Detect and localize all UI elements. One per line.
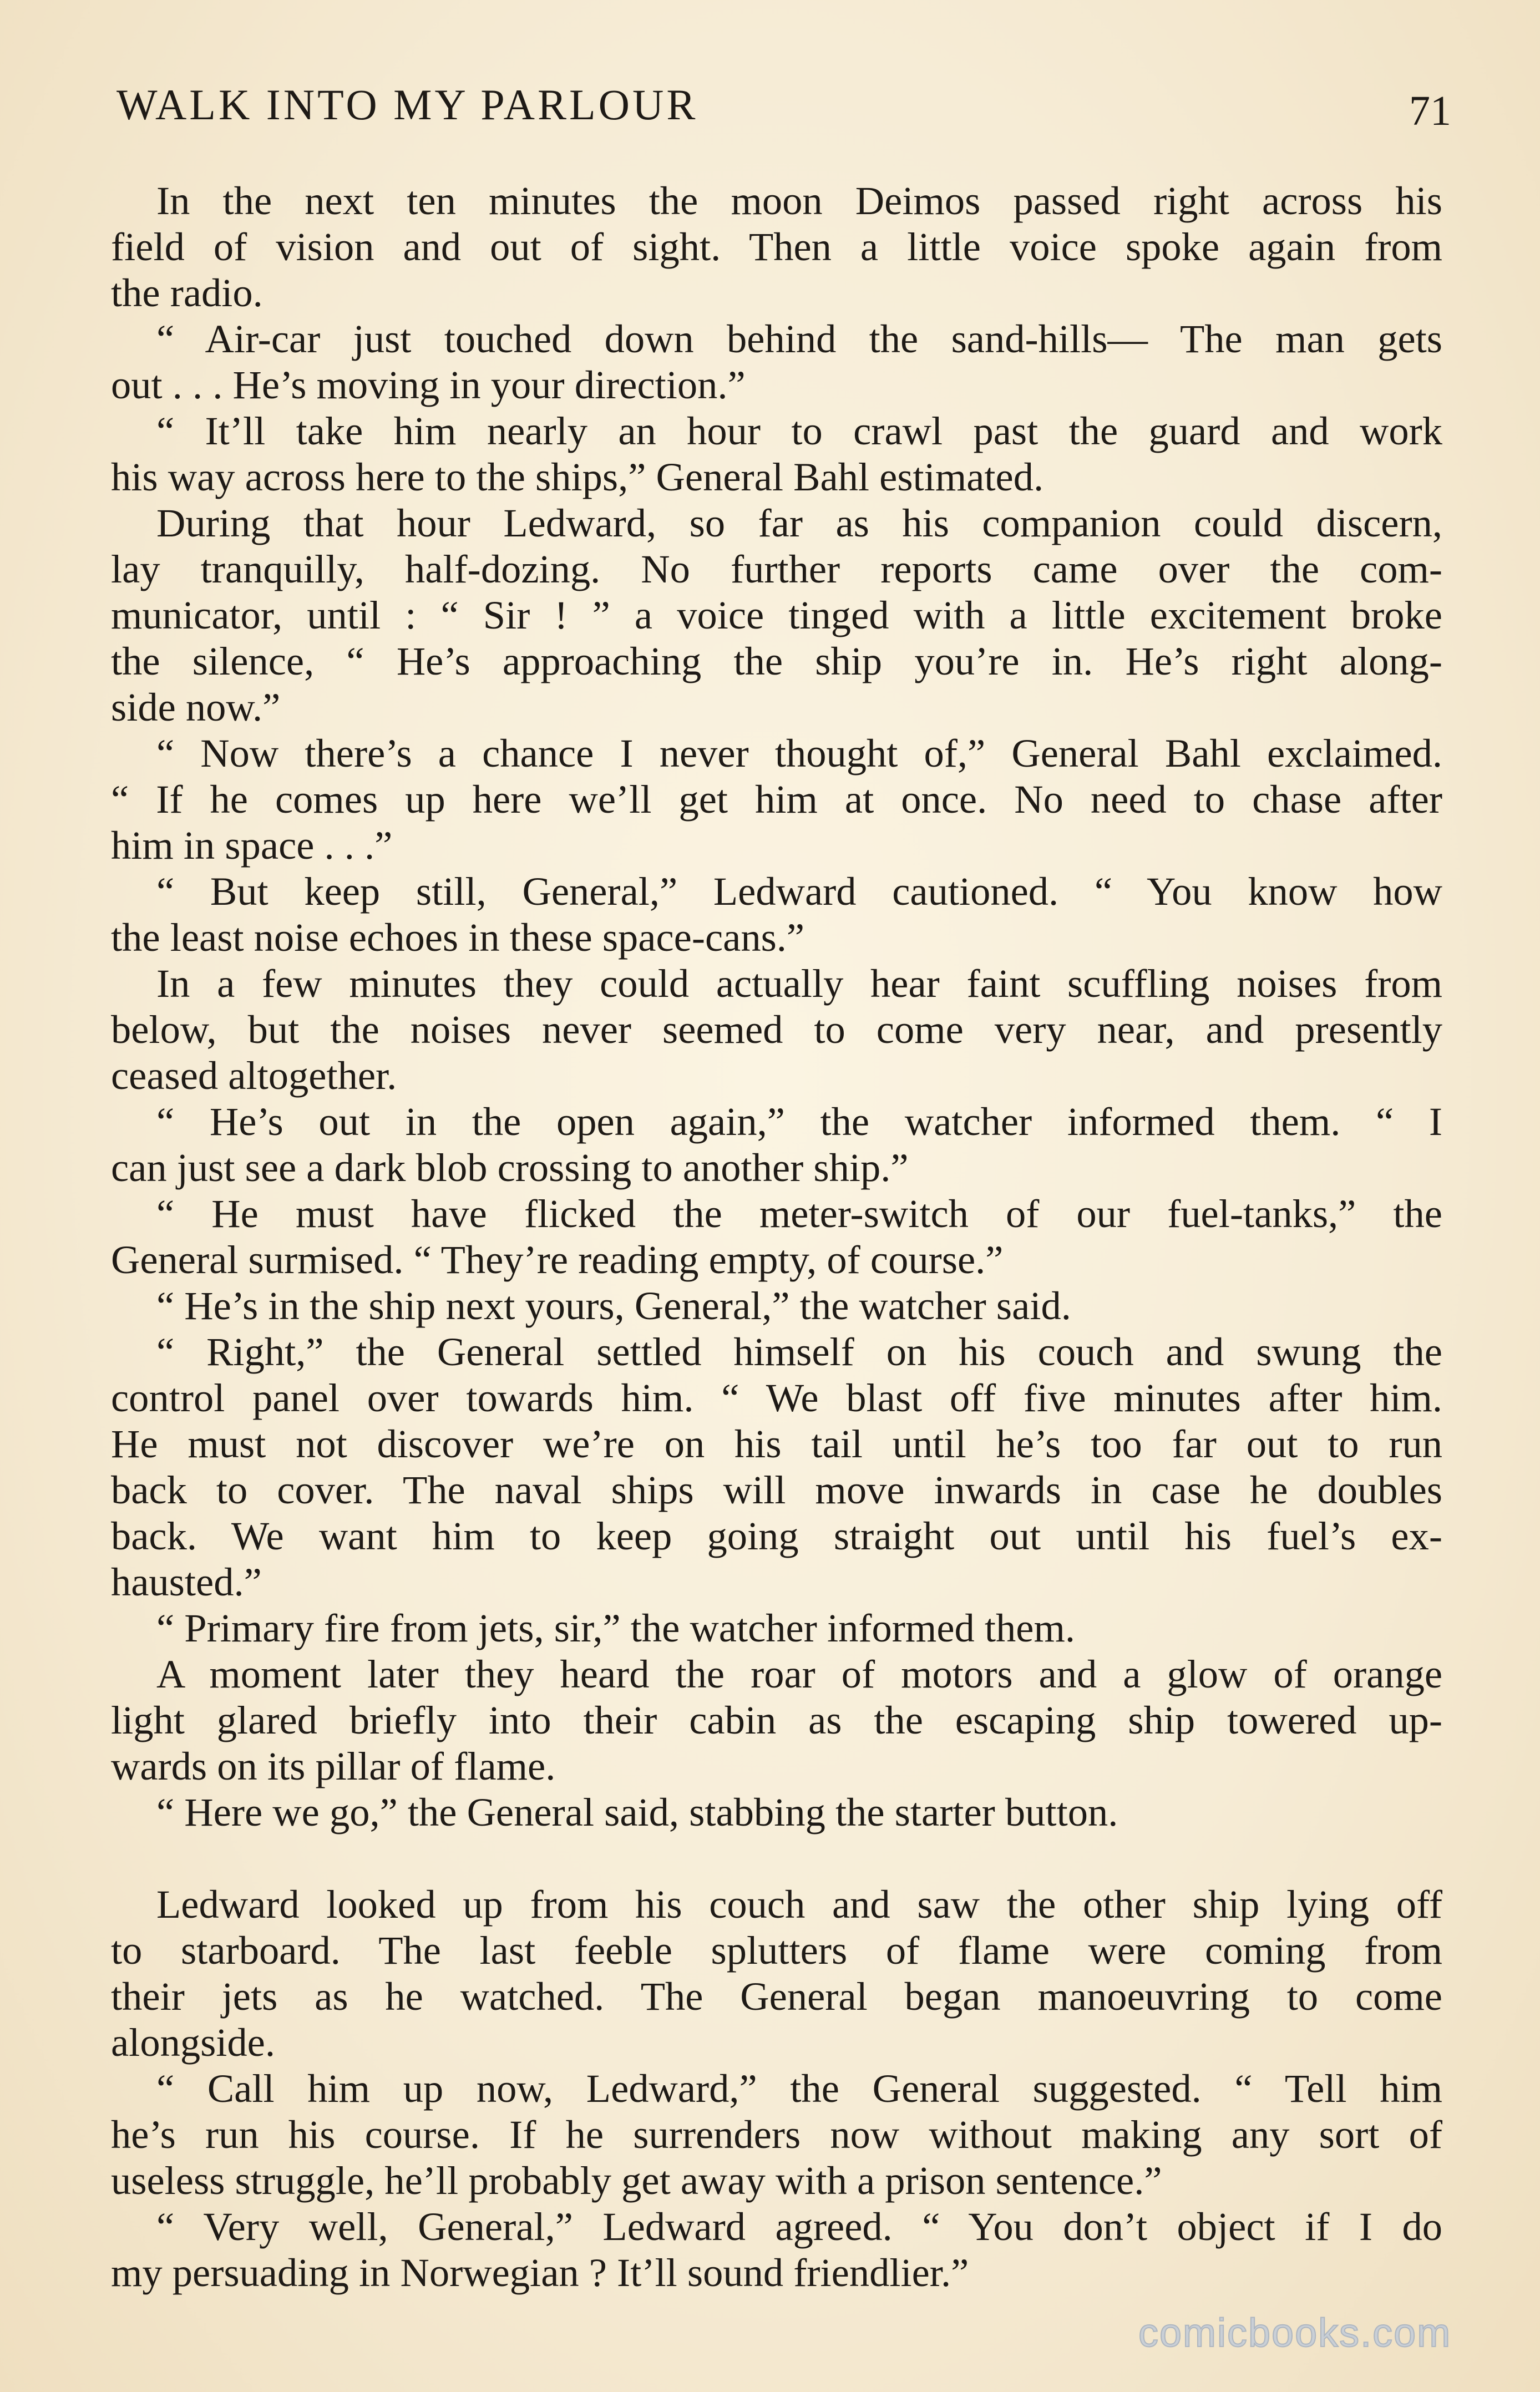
text-line: his way across here to the ships,” General Bahl estimated. [111, 454, 1044, 499]
text-line: “ Primary fire from jets, sir,” the watcher informed them. [156, 1605, 1075, 1650]
text-line: “ Very well, General,” Ledward agreed. “ You don’t object if I do [156, 2204, 1442, 2249]
text-line: the silence, “ He’s approaching the ship you’re in. He’s right along- [111, 638, 1442, 683]
text-line: “ But keep still, General,” Ledward cautioned. “ You know how [156, 869, 1442, 914]
text-line: their jets as he watched. The General began manoeuvring to come [111, 1974, 1442, 2019]
section-break [111, 1835, 1442, 1881]
text-line: can just see a dark blob crossing to another ship.” [111, 1145, 909, 1190]
text-line: he’s run his course. If he surrenders now without making any sort of [111, 2112, 1442, 2157]
text-line: “ It’ll take him nearly an hour to crawl past the guard and work [156, 408, 1442, 453]
text-line: hausted.” [111, 1559, 262, 1604]
text-line: him in space . . .” [111, 823, 393, 868]
text-line: below, but the noises never seemed to come very near, and presently [111, 1007, 1442, 1052]
text-line: “ Air-car just touched down behind the sand-hills— The man gets [156, 316, 1442, 361]
text-line: “ Now there’s a chance I never thought of,” General Bahl exclaimed. [156, 731, 1442, 776]
text-line: out . . . He’s moving in your direction.” [111, 362, 746, 407]
text-line: “ He’s out in the open again,” the watcher informed them. “ I [156, 1099, 1442, 1144]
text-line: “ Here we go,” the General said, stabbing the starter button. [156, 1790, 1118, 1834]
text-line: In the next ten minutes the moon Deimos passed right across his [156, 178, 1442, 223]
text-line: the least noise echoes in these space-cans.” [111, 915, 805, 960]
text-line: “ He’s in the ship next yours, General,” the watcher said. [156, 1283, 1071, 1328]
text-line: Ledward looked up from his couch and saw the other ship lying off [156, 1882, 1442, 1927]
watermark-logo: comicbooks.com [1138, 2311, 1452, 2355]
text-line: “ He must have flicked the meter-switch of our fuel-tanks,” the [156, 1191, 1442, 1236]
text-line: useless struggle, he’ll probably get away with a prison sentence.” [111, 2158, 1162, 2203]
text-line: lay tranquilly, half-dozing. No further reports came over the com- [111, 546, 1442, 591]
text-line: back. We want him to keep going straight out until his fuel’s ex- [111, 1513, 1442, 1558]
text-line: “ Right,” the General settled himself on his couch and swung the [156, 1329, 1442, 1374]
text-line: alongside. [111, 2020, 275, 2065]
text-line: my persuading in Norwegian ? It’ll sound friendlier.” [111, 2250, 969, 2295]
text-line: the radio. [111, 270, 263, 315]
text-line: A moment later they heard the roar of motors and a glow of orange [156, 1651, 1442, 1696]
text-line: light glared briefly into their cabin as the escaping ship towered up- [111, 1697, 1442, 1742]
text-line: back to cover. The naval ships will move inwards in case he doubles [111, 1467, 1442, 1512]
text-line: field of vision and out of sight. Then a little voice spoke again from [111, 224, 1442, 269]
text-line: side now.” [111, 685, 281, 729]
text-line: He must not discover we’re on his tail until he’s too far out to run [111, 1421, 1442, 1466]
text-line: General surmised. “ They’re reading empty, of course.” [111, 1237, 1004, 1282]
text-line: to starboard. The last feeble splutters of flame were coming from [111, 1928, 1442, 1973]
body-text [111, 178, 1442, 2295]
text-line: “ If he comes up here we’ll get him at once. No need to chase after [111, 777, 1442, 822]
page-number: 71 [1409, 88, 1451, 134]
text-line: municator, until : “ Sir ! ” a voice tinged with a little excitement broke [111, 592, 1442, 637]
text-line: “ Call him up now, Ledward,” the General suggested. “ Tell him [156, 2066, 1442, 2111]
text-line: control panel over towards him. “ We blast off five minutes after him. [111, 1375, 1442, 1420]
text-line: ceased altogether. [111, 1053, 397, 1098]
running-title: WALK INTO MY PARLOUR [116, 80, 698, 129]
text-line: In a few minutes they could actually hear faint scuffling noises from [156, 961, 1442, 1006]
text-line: During that hour Ledward, so far as his companion could discern, [156, 500, 1442, 545]
text-line: wards on its pillar of flame. [111, 1744, 556, 1788]
